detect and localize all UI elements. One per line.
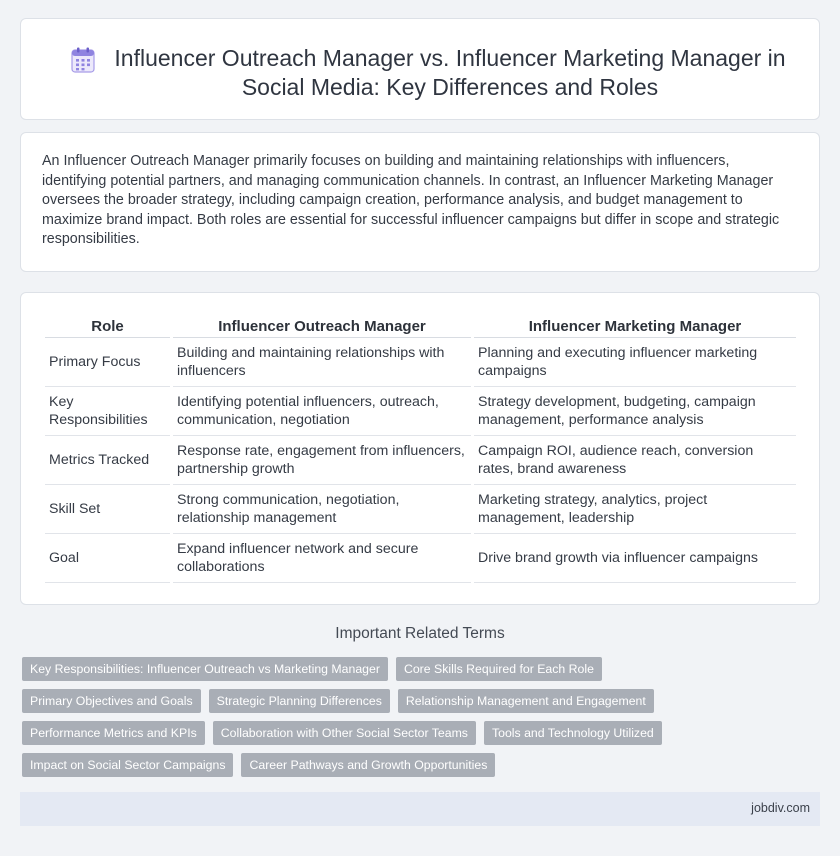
related-term-tag[interactable]: Career Pathways and Growth Opportunities <box>241 753 495 777</box>
row-label: Goal <box>45 534 170 583</box>
page-title: Influencer Outreach Manager vs. Influencer Marketing Manager in Social Media: Key Differences and Roles <box>114 45 786 100</box>
table-row <box>45 387 796 436</box>
related-term-tag[interactable]: Impact on Social Sector Campaigns <box>22 753 233 777</box>
related-terms-list <box>22 657 782 777</box>
calendar-grid-icon <box>71 47 95 73</box>
related-term-tag[interactable]: Core Skills Required for Each Role <box>396 657 602 681</box>
comparison-table <box>42 316 799 583</box>
table-header-row <box>45 316 796 338</box>
header-marketing-manager: Influencer Marketing Manager <box>474 316 796 338</box>
outreach-cell: Identifying potential influencers, outreach, communication, negotiation <box>173 387 471 436</box>
header-outreach-manager: Influencer Outreach Manager <box>173 316 471 338</box>
related-term-tag[interactable]: Key Responsibilities: Influencer Outreach vs Marketing Manager <box>22 657 388 681</box>
related-terms-heading: Important Related Terms <box>335 625 505 642</box>
row-label: Primary Focus <box>45 338 170 387</box>
footer-site-link[interactable]: jobdiv.com <box>751 801 810 815</box>
intro-paragraph: An Influencer Outreach Manager primarily focuses on building and maintaining relationships with influencers, identifying potential partners, and managing communication channels. In contrast, an Influencer Marketing Manager oversees the broader strategy, including campaign creation, performance analysis, and budget management to maximize brand impact. Both roles are essential for successful influencer campaigns but differ in scope and strategic responsibilities. <box>42 153 780 247</box>
header-role: Role <box>45 316 170 338</box>
footer-bar <box>20 792 820 826</box>
outreach-cell: Expand influencer network and secure collaborations <box>173 534 471 583</box>
table-row <box>45 534 796 583</box>
table-row <box>45 338 796 387</box>
related-term-tag[interactable]: Relationship Management and Engagement <box>398 689 654 713</box>
outreach-cell: Strong communication, negotiation, relationship management <box>173 485 471 534</box>
marketing-cell: Planning and executing influencer marketing campaigns <box>474 338 796 387</box>
comparison-card <box>20 292 820 605</box>
outreach-cell: Response rate, engagement from influencers, partnership growth <box>173 436 471 485</box>
marketing-cell: Campaign ROI, audience reach, conversion rates, brand awareness <box>474 436 796 485</box>
related-term-tag[interactable]: Performance Metrics and KPIs <box>22 721 205 745</box>
related-term-tag[interactable]: Tools and Technology Utilized <box>484 721 662 745</box>
row-label: Metrics Tracked <box>45 436 170 485</box>
table-row <box>45 485 796 534</box>
title-card <box>20 18 820 120</box>
related-term-tag[interactable]: Collaboration with Other Social Sector Teams <box>213 721 476 745</box>
outreach-cell: Building and maintaining relationships with influencers <box>173 338 471 387</box>
row-label: Skill Set <box>45 485 170 534</box>
related-term-tag[interactable]: Primary Objectives and Goals <box>22 689 201 713</box>
marketing-cell: Drive brand growth via influencer campaigns <box>474 534 796 583</box>
row-label: Key Responsibilities <box>45 387 170 436</box>
marketing-cell: Strategy development, budgeting, campaign management, performance analysis <box>474 387 796 436</box>
table-row <box>45 436 796 485</box>
related-term-tag[interactable]: Strategic Planning Differences <box>209 689 390 713</box>
marketing-cell: Marketing strategy, analytics, project management, leadership <box>474 485 796 534</box>
intro-card <box>20 132 820 272</box>
